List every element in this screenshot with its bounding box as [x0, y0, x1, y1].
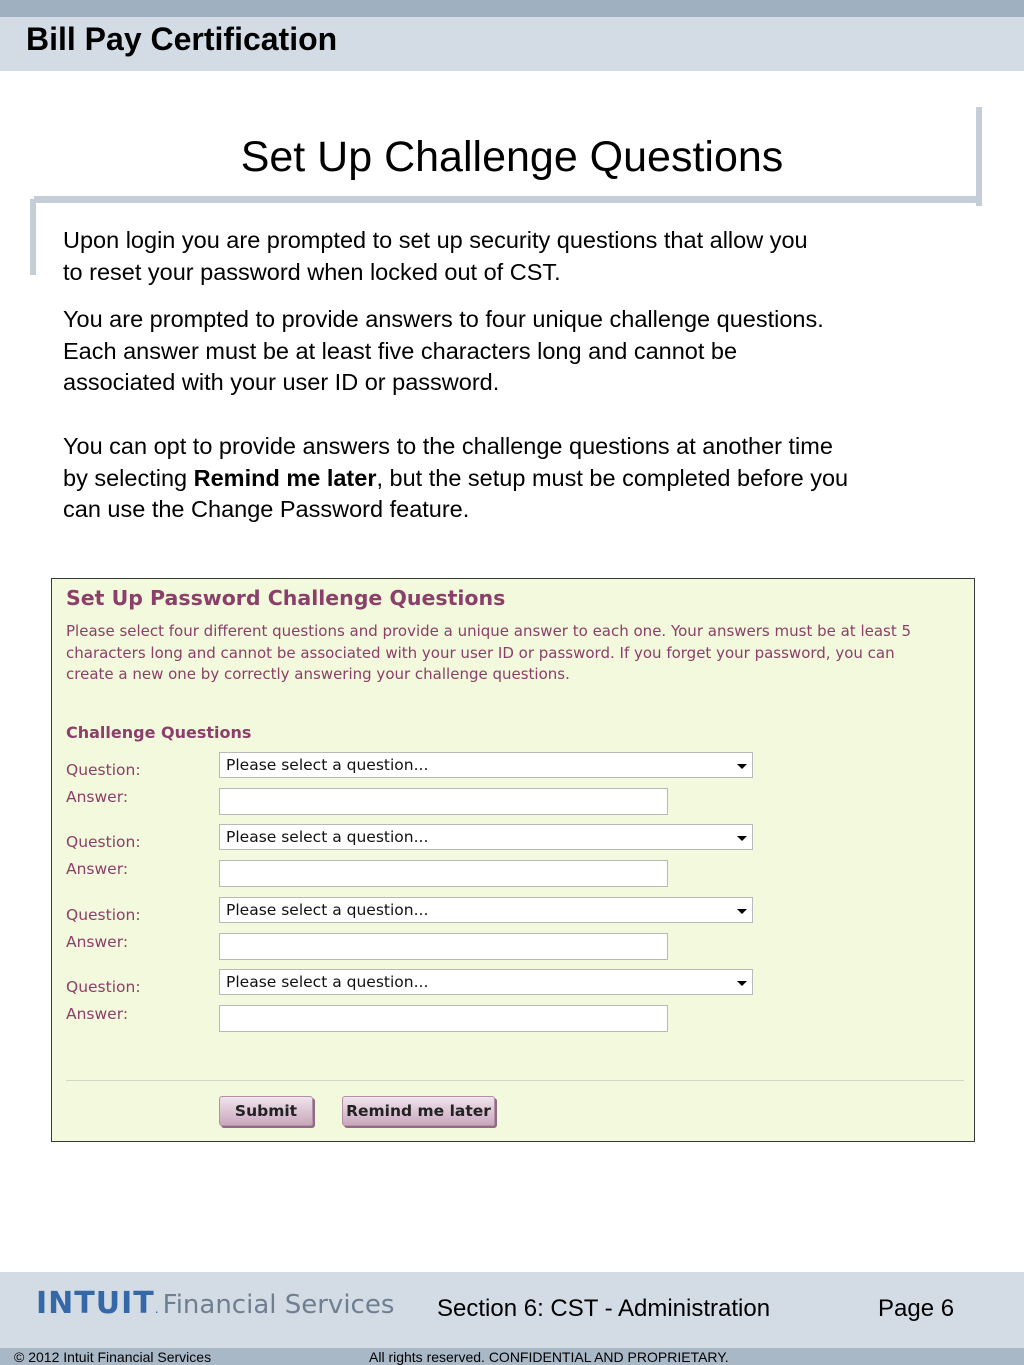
- copyright-text: © 2012 Intuit Financial Services: [14, 1349, 212, 1365]
- question-label: Question:: [66, 978, 141, 996]
- answer-label: Answer:: [66, 1005, 129, 1023]
- question-label: Question:: [66, 833, 141, 851]
- paragraph-line: You are prompted to provide answers to four unique challenge questions.: [63, 306, 824, 332]
- select-value: Please select a question...: [226, 901, 429, 919]
- answer-label: Answer:: [66, 788, 129, 806]
- form-instructions: [66, 621, 956, 686]
- header-bar: [0, 17, 1024, 71]
- logo-brand: INTUIT: [36, 1286, 155, 1321]
- answer-field-4[interactable]: [219, 1005, 668, 1032]
- select-value: Please select a question...: [226, 973, 429, 991]
- select-value: Please select a question...: [226, 756, 429, 774]
- document-title: Bill Pay Certification: [26, 21, 338, 57]
- logo-dot-icon: .: [154, 1300, 159, 1316]
- answer-field-3[interactable]: [219, 933, 668, 960]
- slide-title: Set Up Challenge Questions: [240, 133, 784, 181]
- text-fragment: , but the setup must be completed before you: [376, 464, 849, 491]
- intuit-logo: [36, 1286, 394, 1321]
- instruction-line: create a new one by correctly answering your challenge questions.: [66, 665, 570, 683]
- question-row-2: [52, 824, 974, 896]
- title-frame-left: [30, 199, 36, 275]
- section-heading: Challenge Questions: [66, 723, 252, 742]
- instruction-line: characters long and cannot be associated with your user ID or password. If you forget your password, you can: [66, 643, 895, 662]
- top-accent-strip: [0, 0, 1024, 17]
- question-row-1: [52, 752, 974, 824]
- select-value: Please select a question...: [226, 828, 429, 846]
- question-label: Question:: [66, 906, 141, 924]
- answer-label: Answer:: [66, 933, 129, 951]
- answer-field-1[interactable]: [219, 788, 668, 815]
- paragraph-line: associated with your user ID or password.: [63, 369, 500, 395]
- question-select-1[interactable]: [219, 752, 753, 778]
- paragraph-line: to reset your password when locked out of CST.: [63, 258, 561, 285]
- question-label: Question:: [66, 761, 141, 779]
- paragraph-line: You can opt to provide answers to the challenge questions at another time: [63, 433, 833, 459]
- footer-bar: [0, 1272, 1024, 1348]
- submit-button[interactable]: Submit: [219, 1096, 313, 1126]
- paragraph-intro: [63, 225, 963, 288]
- form-divider: [66, 1080, 964, 1081]
- question-row-4: [52, 969, 974, 1041]
- remind-me-later-button[interactable]: Remind me later: [342, 1096, 495, 1126]
- title-frame-bottom: [34, 196, 982, 203]
- dropdown-arrow-icon: [737, 909, 747, 914]
- question-row-3: [52, 897, 974, 969]
- dropdown-arrow-icon: [737, 981, 747, 986]
- legal-bar: [0, 1348, 1024, 1365]
- paragraph-line: Upon login you are prompted to set up security questions that allow you: [63, 227, 808, 253]
- page-number: Page 6: [878, 1295, 955, 1322]
- paragraph-remind-later: [63, 431, 963, 526]
- paragraph-line: Each answer must be at least five characters long and cannot be: [63, 337, 738, 364]
- form-title: Set Up Password Challenge Questions: [66, 586, 506, 610]
- logo-subtitle: Financial Services: [162, 1290, 395, 1320]
- dropdown-arrow-icon: [737, 836, 747, 841]
- challenge-questions-form: [51, 578, 975, 1142]
- paragraph-requirements: [63, 304, 963, 399]
- answer-label: Answer:: [66, 860, 129, 878]
- answer-field-2[interactable]: [219, 860, 668, 887]
- question-select-3[interactable]: [219, 897, 753, 923]
- paragraph-line: can use the Change Password feature.: [63, 496, 470, 522]
- remind-later-emphasis: Remind me later: [193, 464, 377, 491]
- paragraph-line: [63, 463, 963, 495]
- instruction-line: Please select four different questions and provide a unique answer to each one. Your answers must be at least 5: [66, 622, 912, 640]
- rights-text: All rights reserved. CONFIDENTIAL AND PROPRIETARY.: [369, 1349, 729, 1365]
- question-select-4[interactable]: [219, 969, 753, 995]
- section-label: Section 6: CST - Administration: [437, 1295, 771, 1322]
- question-select-2[interactable]: [219, 824, 753, 850]
- dropdown-arrow-icon: [737, 764, 747, 769]
- text-fragment: by selecting: [63, 464, 194, 491]
